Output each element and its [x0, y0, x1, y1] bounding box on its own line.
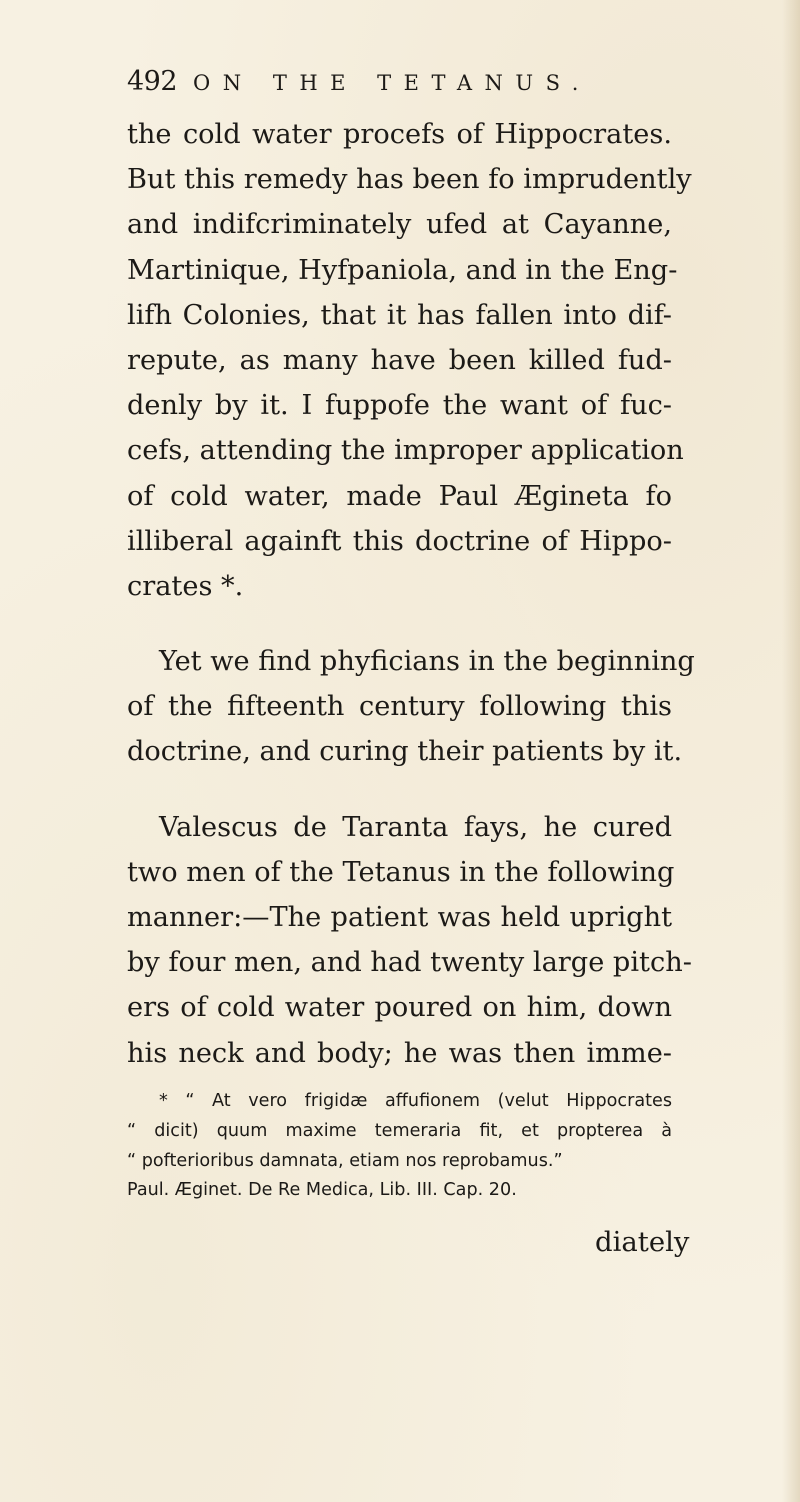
catchword: diately [595, 1226, 690, 1258]
text-line: doctrine, and curing their patients by it. [127, 736, 683, 768]
text-line: crates *. [127, 570, 244, 602]
paragraph-2 [127, 639, 695, 775]
text-line: Martinique, Hyfpaniola, and in the Eng- [127, 254, 678, 286]
main-text [127, 112, 695, 1076]
text-line: Yet we find phyficians in the beginning [159, 646, 695, 678]
text-line: Valescus de Taranta fays, he cured [159, 811, 672, 843]
text-line: his neck and body; he was then imme- [127, 1037, 672, 1069]
text-line: illiberal againft this doctrine of Hippo- [127, 525, 672, 557]
footnote-line: * “ At vero frigidæ affufionem (velut Hippocrates [159, 1091, 672, 1111]
page-header [127, 66, 667, 106]
footnote-line: “ dicit) quum maxime temeraria fit, et propterea à [127, 1120, 672, 1141]
footnote-line: “ pofterioribus damnata, etiam nos reprobamus.” [127, 1150, 563, 1171]
text-line: of cold water, made Paul Ægineta fo [127, 480, 672, 512]
text-line: ers of cold water poured on him, down [127, 992, 672, 1024]
paragraph-gap [127, 609, 672, 639]
footnote [127, 1087, 672, 1206]
paragraph-3 [127, 805, 692, 1076]
paragraph-1 [127, 112, 692, 609]
text-line: by four men, and had twenty large pitch- [127, 947, 692, 979]
text-line: of the fifteenth century following this [127, 691, 672, 723]
text-line: manner:—The patient was held upright [127, 902, 672, 933]
footnote-citation: Paul. Æginet. De Re Medica, Lib. III. Cap. 20. [127, 1180, 517, 1201]
text-line: lifh Colonies, that it has fallen into dif- [127, 299, 672, 331]
text-line: two men of the Tetanus in the following [127, 856, 675, 888]
page-edge-shadow [782, 0, 800, 1502]
running-head: ON THE TETANUS. [193, 71, 591, 95]
text-line: cefs, attending the improper application [127, 435, 684, 467]
paragraph-gap [127, 775, 672, 805]
page-number: 492 [127, 66, 178, 97]
text-line: and indifcriminately ufed at Cayanne, [127, 209, 672, 241]
text-line: the cold water procefs of Hippocrates. [127, 119, 672, 150]
text-line: repute, as many have been killed fud- [127, 344, 672, 376]
text-line: denly by it. I fuppofe the want of fuc- [127, 390, 672, 422]
text-line: But this remedy has been fo imprudently [127, 164, 692, 196]
